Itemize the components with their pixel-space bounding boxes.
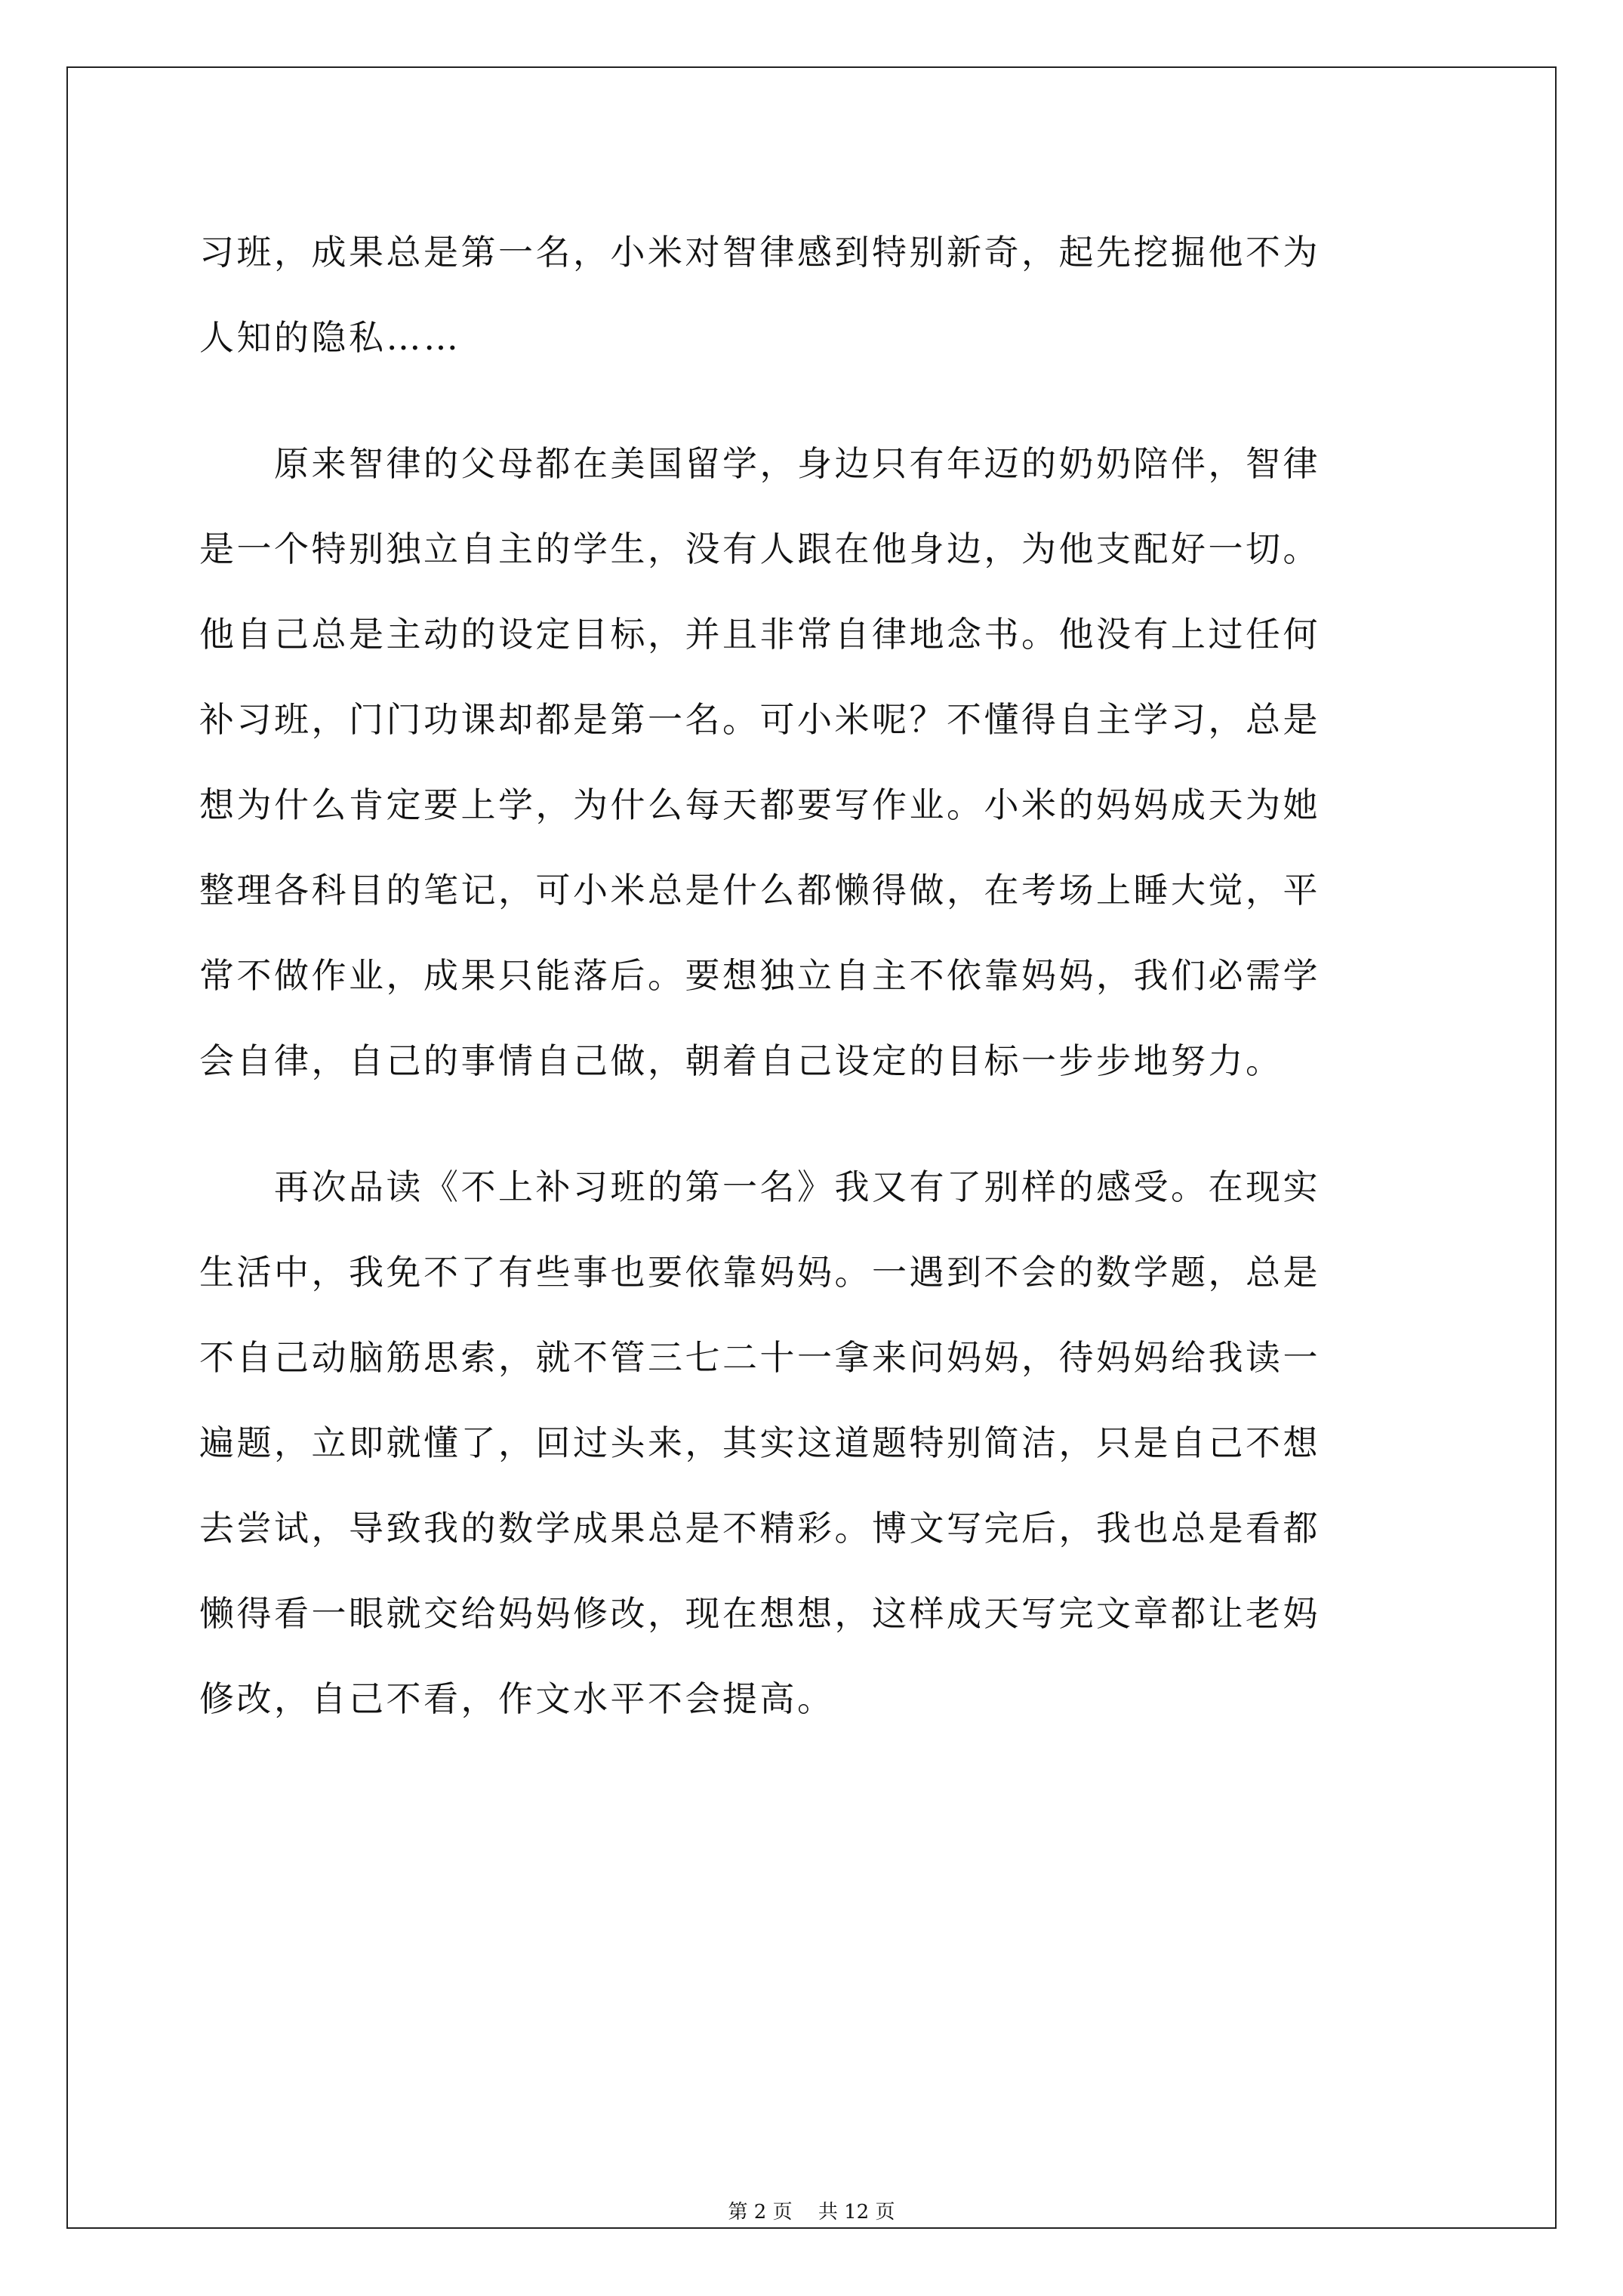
text-line: 修改，自己不看，作文水平不会提高。 bbox=[199, 1678, 835, 1719]
text-line: 生活中，我免不了有些事也要依靠妈妈。一遇到不会的数学题，总是 bbox=[199, 1252, 1320, 1293]
text-line: 常不做作业，成果只能落后。要想独立自主不依靠妈妈，我们必需学 bbox=[199, 955, 1320, 996]
text-line: 不自己动脑筋思索，就不管三七二十一拿来问妈妈，待妈妈给我读一 bbox=[199, 1337, 1320, 1378]
text-line: 是一个特别独立自主的学生，没有人跟在他身边，为他支配好一切。 bbox=[199, 529, 1320, 569]
text-line: 他自己总是主动的设定目标，并且非常自律地念书。他没有上过任何 bbox=[199, 614, 1320, 655]
paragraph-start-line: 再次品读《不上补习班的第一名》我又有了别样的感受。在现实 bbox=[199, 1166, 1320, 1207]
text-line: 想为什么肯定要上学，为什么每天都要写作业。小米的妈妈成天为她 bbox=[199, 784, 1320, 825]
text-line: 懒得看一眼就交给妈妈修改，现在想想，这样成天写完文章都让老妈 bbox=[199, 1593, 1320, 1634]
paragraph-start-line: 原来智律的父母都在美国留学，身边只有年迈的奶奶陪伴，智律 bbox=[199, 443, 1320, 484]
text-line: 去尝试，导致我的数学成果总是不精彩。博文写完后，我也总是看都 bbox=[199, 1508, 1320, 1549]
page-number-footer: 第 2 页 共 12 页 bbox=[728, 2201, 895, 2224]
text-line: 补习班，门门功课却都是第一名。可小米呢？不懂得自主学习，总是 bbox=[199, 699, 1320, 740]
text-line: 整理各科目的笔记，可小米总是什么都懒得做，在考场上睡大觉，平 bbox=[199, 870, 1320, 911]
text-line: 会自律，自己的事情自己做，朝着自己设定的目标一步步地努力。 bbox=[199, 1040, 1283, 1081]
text-line: 习班，成果总是第一名，小米对智律感到特别新奇，起先挖掘他不为 bbox=[199, 232, 1320, 273]
text-line: 人知的隐私…… bbox=[199, 317, 461, 358]
page-border bbox=[66, 66, 1557, 2229]
text-line: 遍题，立即就懂了，回过头来，其实这道题特别简洁，只是自己不想 bbox=[199, 1422, 1320, 1463]
